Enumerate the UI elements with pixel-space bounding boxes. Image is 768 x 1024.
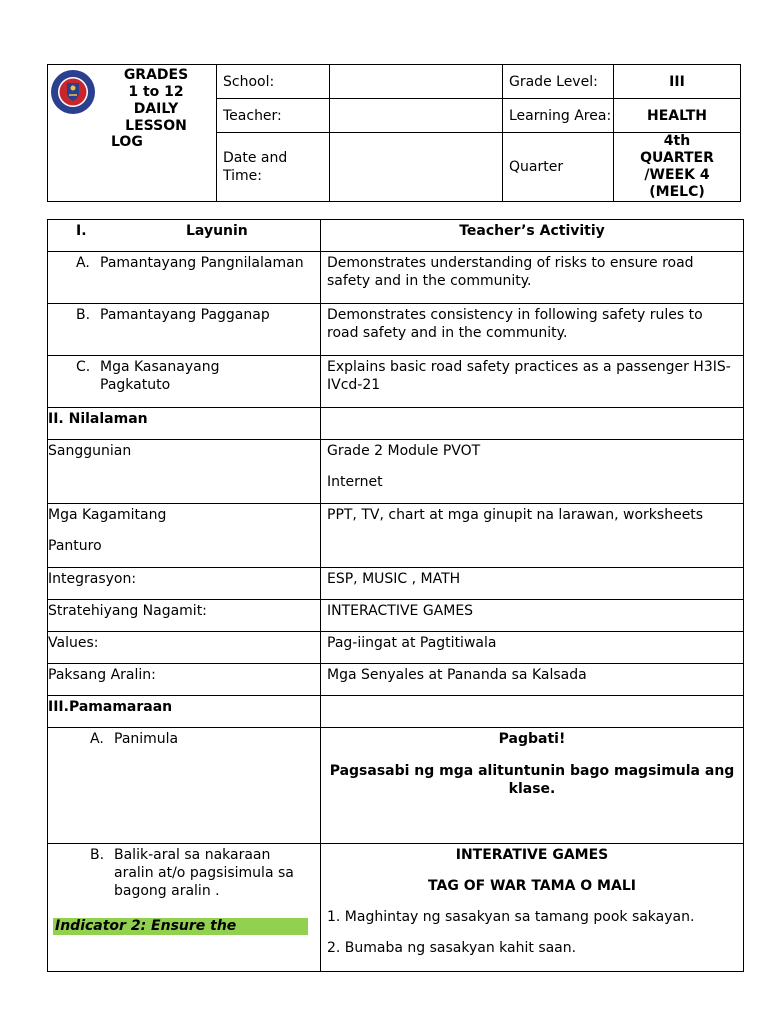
values-label: Values: — [48, 632, 321, 664]
kagamitan-value: PPT, TV, chart at mga ginupit na larawan, worksheets — [321, 504, 744, 568]
grade-level-label: Grade Level: — [503, 65, 614, 99]
item-label: Pamantayang Pagganap — [100, 307, 270, 323]
title-line: 1 to 12 — [128, 84, 184, 100]
learning-area-value: HEALTH — [614, 99, 741, 133]
item-number: B. — [76, 307, 91, 323]
sanggunian-value — [321, 440, 744, 504]
sanggunian-label: Sanggunian — [48, 440, 321, 504]
list-item: 2. Bumaba ng sasakyan kahit saan. — [327, 940, 577, 956]
empty-cell — [321, 408, 744, 440]
games-title: INTERATIVE GAMES — [455, 847, 609, 863]
learning-area-label: Learning Area: — [503, 99, 614, 133]
values-value: Pag-iingat at Pagtitiwala — [321, 632, 744, 664]
objective-row — [48, 356, 321, 408]
balik-aral-value — [321, 844, 744, 972]
reference-item: Internet — [327, 474, 383, 490]
lesson-table — [47, 219, 744, 972]
panimula-title: Pagbati! — [498, 731, 566, 747]
integrasyon-label: Integrasyon: — [48, 568, 321, 600]
column-header-activity: Teacher’s Activitiy — [321, 220, 744, 252]
panimula-value — [321, 728, 744, 844]
kagamitan-label-line: Panturo — [48, 538, 102, 554]
objective-value: Explains basic road safety practices as a passenger H3IS-IVcd-21 — [321, 356, 744, 408]
title-line: DAILY — [133, 101, 179, 117]
column-title: Layunin — [186, 223, 248, 239]
objective-value: Demonstrates consistency in following safety rules to road safety and in the community. — [321, 304, 744, 356]
section-nilalaman: II. Nilalaman — [48, 408, 321, 440]
kagamitan-label-line: Mga Kagamitang — [48, 507, 167, 523]
kagamitan-label — [48, 504, 321, 568]
section-pamamaraan: III.Pamamaraan — [48, 696, 321, 728]
item-number: B. — [90, 847, 105, 863]
quarter-value: 4th QUARTER /WEEK 4 (MELC) — [614, 133, 741, 202]
indicator-highlight: Indicator 2: Ensure the — [53, 918, 308, 935]
item-number: A. — [90, 731, 104, 747]
panimula-row — [48, 728, 321, 844]
objective-value: Demonstrates understanding of risks to ensure road safety and in the community. — [321, 252, 744, 304]
integrasyon-value: ESP, MUSIC , MATH — [321, 568, 744, 600]
panimula-text: Pagsasabi ng mga alituntunin bago magsimula ang klase. — [329, 763, 735, 797]
balik-aral-row — [48, 844, 321, 972]
quarter-label: Quarter — [503, 133, 614, 202]
teacher-label: Teacher: — [217, 99, 330, 133]
title-cell — [48, 65, 217, 202]
item-label: Mga Kasanayang Pagkatuto — [100, 359, 220, 393]
list-item: 1. Maghintay ng sasakyan sa tamang pook sakayan. — [327, 909, 695, 925]
paksa-value: Mga Senyales at Pananda sa Kalsada — [321, 664, 744, 696]
school-value — [330, 65, 503, 99]
column-header-layunin — [48, 220, 321, 252]
reference-item: Grade 2 Module PVOT — [327, 443, 481, 459]
item-label: Balik-aral sa nakaraan aralin at/o pagsisimula sa bagong aralin . — [114, 847, 294, 899]
title-block — [114, 67, 198, 135]
empty-cell — [321, 696, 744, 728]
stratehiya-label: Stratehiyang Nagamit: — [48, 600, 321, 632]
school-label: School: — [217, 65, 330, 99]
item-number: A. — [76, 255, 90, 271]
title-line: LESSON — [125, 118, 187, 134]
title-line: GRADES — [123, 67, 189, 83]
paksa-label: Paksang Aralin: — [48, 664, 321, 696]
stratehiya-value: INTERACTIVE GAMES — [321, 600, 744, 632]
deped-seal-icon — [50, 69, 96, 115]
title-line: LOG — [111, 134, 143, 150]
objective-row — [48, 252, 321, 304]
item-label: Pamantayang Pangnilalaman — [100, 255, 304, 271]
datetime-value — [330, 133, 503, 202]
objective-row — [48, 304, 321, 356]
section-number: I. — [76, 223, 87, 239]
item-label: Panimula — [114, 731, 179, 747]
grade-level-value: III — [614, 65, 741, 99]
datetime-label: Date and Time: — [217, 133, 330, 202]
games-subtitle: TAG OF WAR TAMA O MALI — [428, 878, 636, 894]
item-number: C. — [76, 359, 91, 375]
teacher-value — [330, 99, 503, 133]
header-table — [47, 64, 741, 202]
